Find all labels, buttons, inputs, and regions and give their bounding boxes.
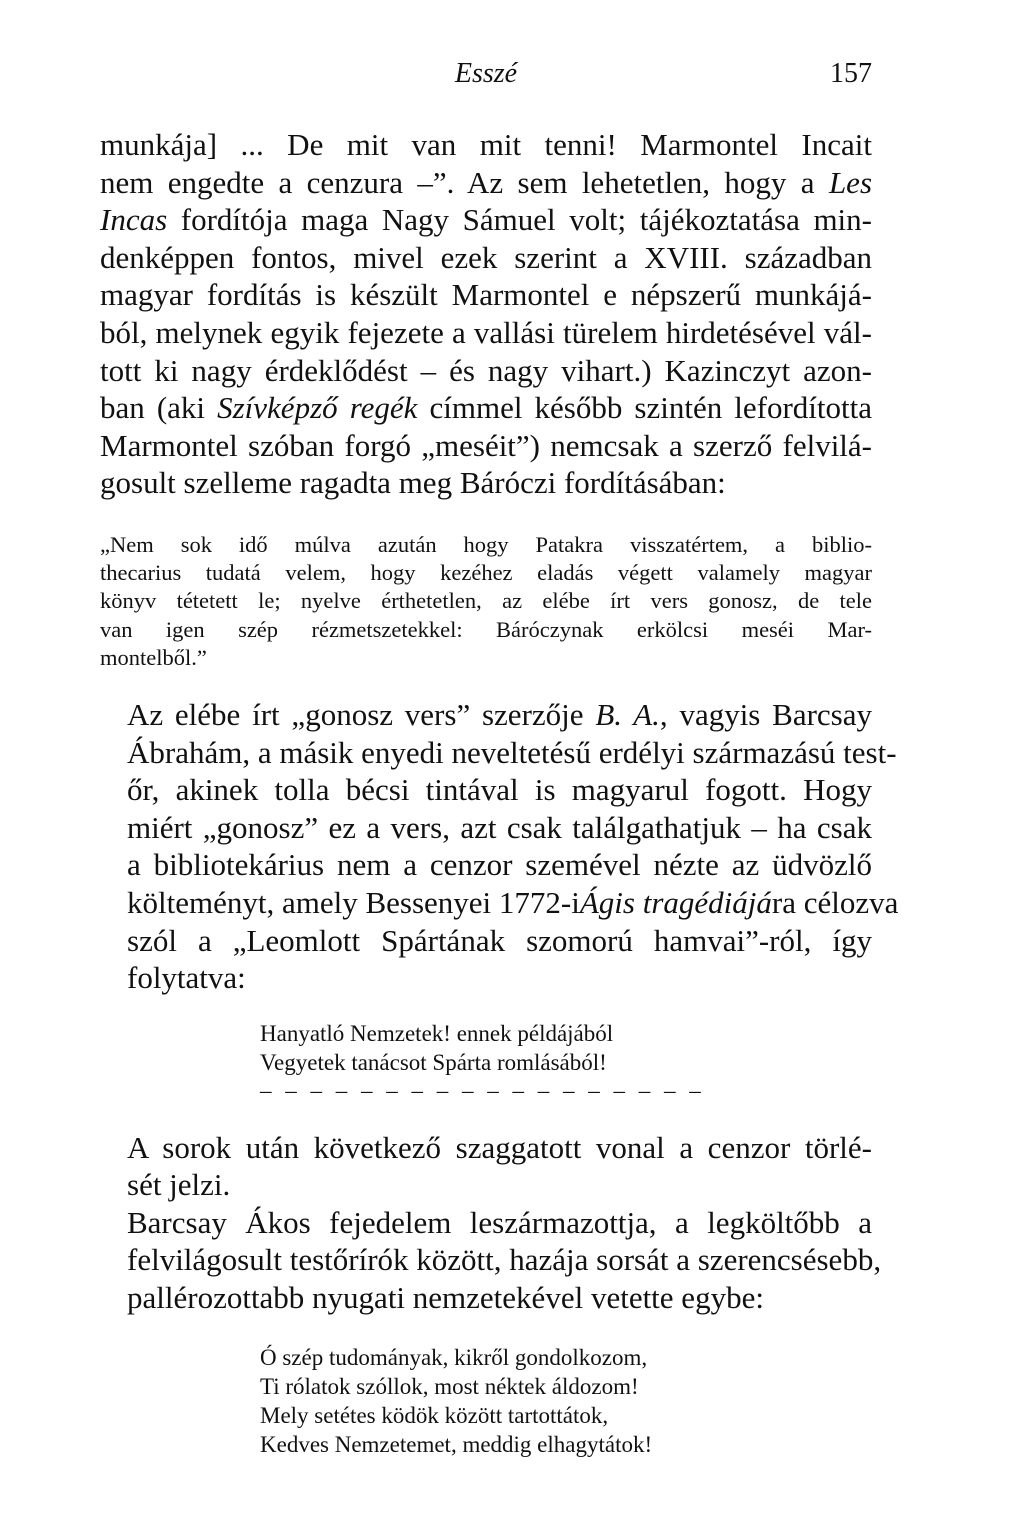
italic-initials: B. A. <box>595 696 660 732</box>
text-line: Barcsay Ákos fejedelem leszármazottja, a legköltőbb a <box>127 1204 872 1240</box>
text-line <box>100 884 899 922</box>
text-line: felvilágosult testőrírók között, hazája sorsát a szerencsésebb, <box>127 1242 882 1278</box>
text-line: tott ki nagy érdeklődést – és nagy vihart.) Kazinczyt azon- <box>100 352 872 388</box>
page-body <box>100 126 899 1459</box>
text-span: fordítója maga Nagy Sámuel volt; tájékoztatása min- <box>180 202 872 238</box>
verse-block-2 <box>260 1343 872 1459</box>
text-line: denképpen fontos, mivel ezek szerint a XVIII. században <box>100 239 872 275</box>
text-line <box>100 201 872 239</box>
running-title: Esszé <box>454 58 518 89</box>
text-line: Ábrahám, a másik enyedi neveltetésű erdélyi származású test- <box>127 734 897 770</box>
text-line: a bibliotekárius nem a cenzor szemével nézte az üdvözlő <box>127 847 872 883</box>
text-line <box>100 389 872 427</box>
text-span: nem engedte a cenzura –”. Az sem lehetetlen, hogy a <box>100 164 815 200</box>
text-span: ban (aki <box>100 390 206 426</box>
quote-line: „Nem sok idő múlva azután hogy Patakra visszatértem, a biblio- <box>100 531 872 557</box>
text-line: pallérozottabb nyugati nemzetekével vetette egybe: <box>127 1280 764 1316</box>
text-span: címmel később szintén lefordította <box>429 390 872 426</box>
text-line <box>100 164 872 202</box>
text-line: magyar fordítás is készült Marmontel e népszerű munkájá- <box>100 277 872 313</box>
quote-line: montelből.” <box>100 644 207 670</box>
quote-line: könyv tétetett le; nyelve érthetetlen, az elébe írt vers gonosz, de tele <box>100 588 872 614</box>
italic-title: Les <box>828 164 873 200</box>
text-span: , vagyis Barcsay <box>659 696 872 732</box>
text-line: szól a „Leomlott Spártának szomorú hamvai”-ról, így <box>127 922 872 958</box>
verse-line: Ti rólatok szóllok, most néktek áldozom! <box>260 1373 639 1399</box>
quote-line: van igen szép rézmetszetekkel: Báróczynak erkölcsi meséi Mar- <box>100 616 872 642</box>
verse-block-1 <box>260 1019 872 1105</box>
text-line: gosult szelleme ragadta meg Báróczi fordításában: <box>100 465 726 501</box>
verse-line: Hanyatló Nemzetek! ennek példájából <box>260 1020 614 1046</box>
text-line: sét jelzi. <box>127 1167 231 1203</box>
page-header <box>100 58 872 98</box>
text-line: munkája] ... De mit van mit tenni! Marmontel Incait <box>100 127 872 162</box>
paragraph-2 <box>100 696 899 997</box>
verse-line: Mely setétes ködök között tartottátok, <box>260 1402 609 1428</box>
text-line: ból, melynek egyik fejezete a vallási türelem hirdetésével vál- <box>100 314 872 350</box>
quote-line: thecarius tudatá velem, hogy kezéhez eladás végett valamely magyar <box>100 560 872 586</box>
verse-line: Kedves Nemzetemet, meddig elhagytátok! <box>260 1431 653 1457</box>
text-line <box>100 696 872 734</box>
text-line: Marmontel szóban forgó „meséit”) nemcsak a szerző felvilá- <box>100 427 872 463</box>
text-line: miért „gonosz” ez a vers, azt csak találgathatjuk – ha csak <box>127 809 872 845</box>
text-line: folytatva: <box>127 960 246 996</box>
italic-title: Szívképző regék <box>217 390 418 426</box>
italic-title: Incas <box>100 202 168 238</box>
text-span: Az elébe írt „gonosz vers” szerzője <box>127 696 584 732</box>
text-span: ra célozva <box>771 884 899 920</box>
paragraph-4 <box>100 1204 882 1317</box>
paragraph-3 <box>100 1129 872 1204</box>
text-line: A sorok után következő szaggatott vonal a cenzor törlé- <box>127 1129 872 1165</box>
text-line: őr, akinek tolla bécsi tintával is magyarul fogott. Hogy <box>127 772 872 808</box>
text-span: költeményt, amely Bessenyei 1772-i <box>127 884 580 920</box>
italic-title: Ágis tragédiájá <box>579 884 772 920</box>
block-quote <box>100 531 872 672</box>
verse-line: Ó szép tudományak, kikről gondolkozom, <box>260 1344 648 1370</box>
paragraph-1 <box>100 126 872 502</box>
page-number: 157 <box>830 58 872 89</box>
verse-line: Vegyetek tanácsot Spárta romlásából! <box>260 1049 607 1075</box>
censor-dashes: – – – – – – – – – – – – – – – – – – <box>260 1077 705 1103</box>
